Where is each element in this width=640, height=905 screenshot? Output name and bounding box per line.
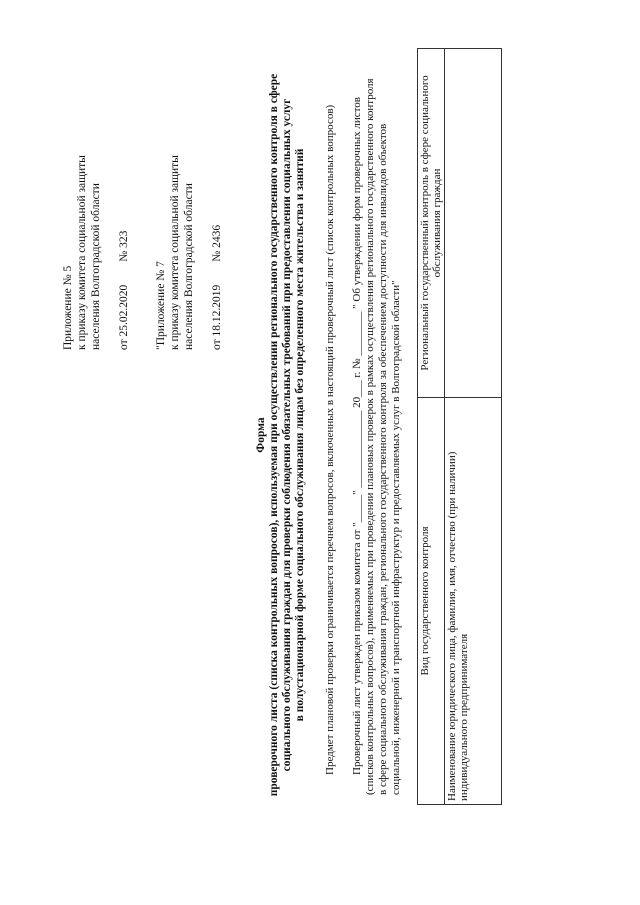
appendix-current-title: Приложение № 5: [62, 265, 74, 350]
form-title-line3: социального обслуживания граждан для проверки соблюдения обязательных требований при предоставлении социальных услуг: [281, 98, 293, 772]
form-title-line2: проверочного листа (списка контрольных вопросов), используемая при осуществлении регионального государственного контроля в сфере: [268, 73, 280, 797]
approval-paragraph-line3: в сфере социального обслуживания граждан, регионального государственного контроля за обеспечением доступности для инвалидов объектов: [377, 123, 389, 795]
appendix-previous-date: от 18.12.2019 № 2436: [211, 224, 223, 350]
control-type-label: Вид государственного контроля: [418, 398, 445, 805]
approval-paragraph-line2: (списков контрольных вопросов), применяемых при проведении плановых проверок в рамках осуществления регионального государственного контроля: [364, 78, 376, 795]
entity-name-label: [445, 398, 502, 805]
entity-name-value: [445, 49, 502, 398]
appendix-previous-line2: населения Волгоградской области: [183, 183, 195, 350]
control-type-value: Региональный государственный контроль в сфере социального обслуживания граждан: [418, 49, 445, 398]
table-row: [418, 49, 445, 805]
entity-name-label-line2: индивидуального предпринимателя: [458, 633, 470, 801]
appendix-previous-line1: к приказу комитета социальной защиты: [169, 155, 181, 350]
appendix-current-line2: населения Волгоградской области: [90, 183, 102, 350]
form-title-line4: в полустационарной форме социального обслуживания лицам без определенного места жительства и занятий: [294, 148, 306, 722]
inspection-subject-paragraph: Предмет плановой проверки ограничивается перечнем вопросов, включенных в настоящий проверочный лист (список контрольных вопросов): [324, 104, 336, 775]
control-info-table: [417, 48, 502, 805]
appendix-current-date: от 25.02.2020 № 323: [118, 230, 130, 350]
approval-paragraph-line1: Проверочный лист утвержден приказом комитета от "_____" ______________ 20___ г. № ________ " Об утверждении форм проверочных листов: [351, 97, 363, 775]
table-row: [445, 49, 502, 805]
approval-paragraph-line4: социальной, инженерной и транспортной инфраструктур и предоставляемых услуг в Волгоградской области": [390, 280, 402, 795]
appendix-previous-title: "Приложение № 7: [155, 261, 167, 350]
form-title-word: Форма: [255, 417, 267, 453]
entity-name-label-line1: Наименование юридического лица, фамилия, имя, отчество (при наличии): [446, 451, 458, 801]
appendix-current-line1: к приказу комитета социальной защиты: [76, 155, 88, 350]
